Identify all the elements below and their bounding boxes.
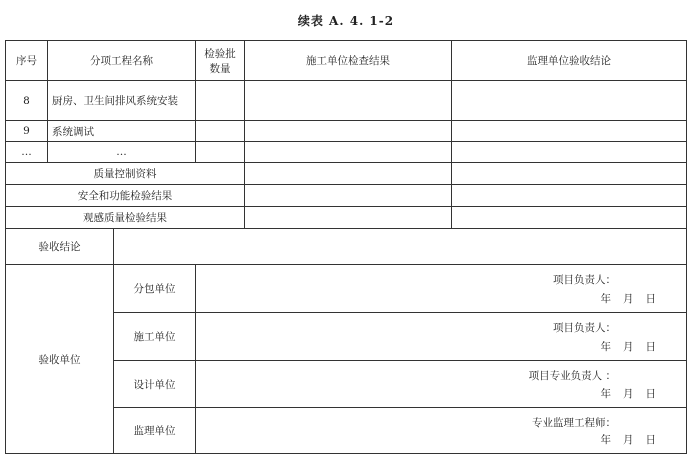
date-line: [589, 291, 657, 306]
summary-contractor-result: [245, 185, 452, 207]
unit-name: 设计单位: [114, 361, 196, 408]
row-contractor-result: [245, 121, 452, 142]
summary-supervisor-conclusion: [452, 207, 687, 229]
date-year: 年: [600, 341, 611, 353]
date-day: 日: [645, 434, 656, 446]
row-supervisor-conclusion: [452, 121, 687, 142]
acceptance-conclusion-row: [6, 229, 687, 265]
summary-row: [6, 185, 687, 207]
summary-contractor-result: [245, 163, 452, 185]
row-supervisor-conclusion: [452, 81, 687, 121]
unit-signature-cell: [196, 265, 687, 313]
unit-name: 监理单位: [114, 408, 196, 454]
row-item-name: 系统调试: [48, 121, 196, 142]
table-row: [6, 81, 687, 121]
header-contractor-result: 施工单位检查结果: [245, 41, 452, 81]
header-row: [6, 41, 687, 81]
signer-label: 项目负责人：: [553, 322, 616, 334]
date-line: [589, 432, 657, 447]
date-month: 月: [623, 434, 634, 446]
signer-label: 项目专业负责人 ：: [528, 370, 616, 382]
unit-signature-cell: [196, 313, 687, 361]
unit-name: 分包单位: [114, 265, 196, 313]
row-supervisor-conclusion: [452, 142, 687, 163]
date-month: 月: [623, 293, 634, 305]
unit-signature-cell: [196, 408, 687, 454]
header-batch-count: 检验批数量: [196, 41, 245, 81]
acceptance-conclusion-label: 验收结论: [6, 229, 114, 265]
summary-label: 安全和功能检验结果: [6, 185, 245, 207]
date-day: 日: [645, 341, 656, 353]
signer-label: 专业监理工程师：: [532, 417, 616, 429]
acceptance-conclusion-value: [114, 229, 687, 265]
row-contractor-result: [245, 81, 452, 121]
row-seq: …: [6, 142, 48, 163]
summary-label: 观感质量检验结果: [6, 207, 245, 229]
summary-row: [6, 163, 687, 185]
table-row: [6, 121, 687, 142]
row-batch-count: [196, 142, 245, 163]
summary-row: [6, 207, 687, 229]
date-day: 日: [645, 388, 656, 400]
row-batch-count: [196, 121, 245, 142]
summary-supervisor-conclusion: [452, 185, 687, 207]
date-year: 年: [600, 293, 611, 305]
summary-contractor-result: [245, 207, 452, 229]
table-row: [6, 142, 687, 163]
signer-label: 项目负责人：: [553, 274, 616, 286]
header-supervisor-conclusion: 监理单位验收结论: [452, 41, 687, 81]
summary-label: 质量控制资料: [6, 163, 245, 185]
date-day: 日: [645, 293, 656, 305]
date-year: 年: [600, 434, 611, 446]
unit-name: 施工单位: [114, 313, 196, 361]
date-month: 月: [623, 341, 634, 353]
row-seq: 8: [6, 81, 48, 121]
table-title: 续表 A. 4. 1-2: [297, 14, 395, 28]
acceptance-record-table: [5, 40, 687, 454]
date-line: [589, 386, 657, 401]
row-contractor-result: [245, 142, 452, 163]
row-item-name: …: [48, 142, 196, 163]
date-year: 年: [600, 388, 611, 400]
header-seq: 序号: [6, 41, 48, 81]
date-line: [589, 339, 657, 354]
unit-signature-cell: [196, 361, 687, 408]
acceptance-units-label: 验收单位: [6, 265, 114, 454]
header-item-name: 分项工程名称: [48, 41, 196, 81]
date-month: 月: [623, 388, 634, 400]
summary-supervisor-conclusion: [452, 163, 687, 185]
row-item-name: 厨房、卫生间排风系统安装: [48, 81, 196, 121]
unit-row: [6, 265, 687, 313]
row-seq: 9: [6, 121, 48, 142]
row-batch-count: [196, 81, 245, 121]
